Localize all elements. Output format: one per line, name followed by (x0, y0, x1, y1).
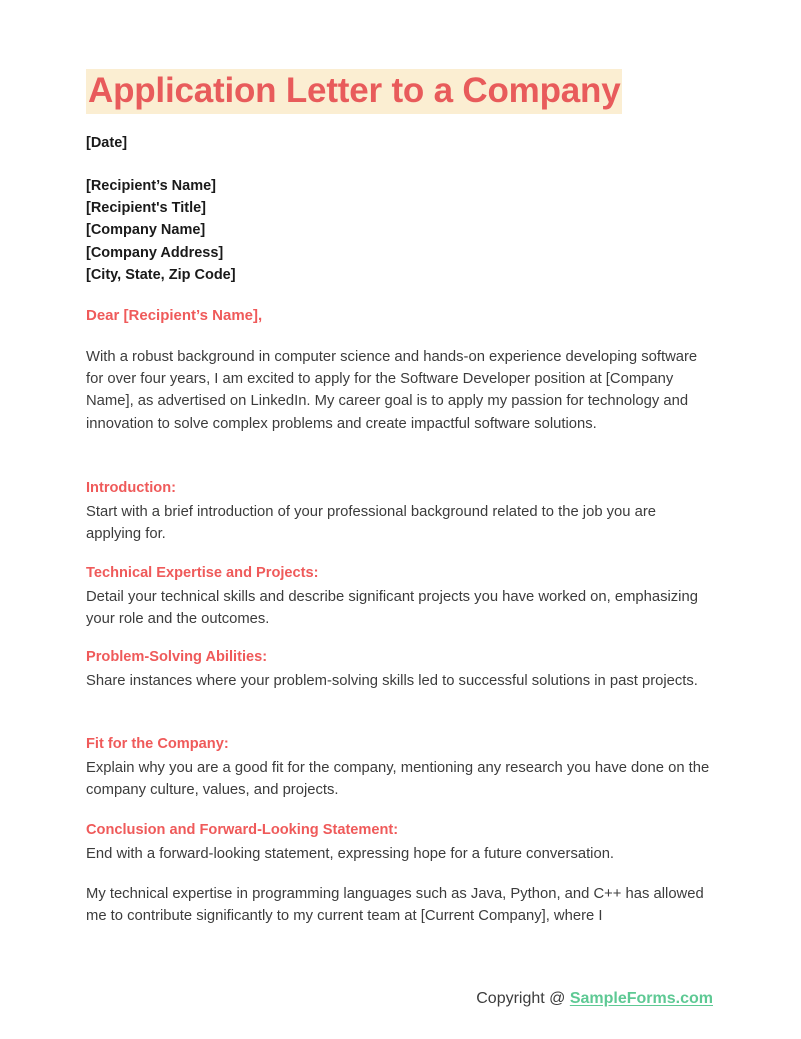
section-fit-for-the-company (86, 734, 714, 801)
section-body: Share instances where your problem-solving skills led to successful solutions in past projects. (86, 673, 698, 689)
footer-copyright (476, 988, 713, 1010)
section-heading: Technical Expertise and Projects: (86, 565, 319, 581)
closing-paragraph: My technical expertise in programming languages such as Java, Python, and C++ has allowed me to contribute significantly to my current team at [Current Company], where I (86, 886, 704, 925)
section-heading: Conclusion and Forward-Looking Statement: (86, 822, 399, 838)
section-problem-solving-abilities (86, 647, 714, 692)
section-heading: Introduction: (86, 480, 176, 496)
address-line-company-address: [Company Address] (86, 244, 224, 261)
page-title (86, 66, 726, 116)
section-heading: Fit for the Company: (86, 736, 229, 752)
section-conclusion-and-forward-looking-statement (86, 820, 714, 865)
address-line-recipient-name: [Recipient’s Name] (86, 178, 216, 194)
intro-paragraph: With a robust background in computer science and hands-on experience developing software for over four years, I am excited to apply for the Software Developer position at [Company Name], as advertised on LinkedIn. My career goal is to apply my passion for technology and innovation to solve complex problems and create impactful software solutions. (86, 349, 698, 432)
section-technical-expertise-and-projects (86, 563, 714, 630)
section-introduction (86, 478, 714, 545)
page-title-highlight: Application Letter to a Company (86, 69, 622, 114)
address-line-city-state-zip: [City, State, Zip Code] (86, 266, 236, 283)
address-line-recipient-title: [Recipient's Title] (86, 200, 207, 217)
date-line: [Date] (86, 135, 128, 151)
section-body: Explain why you are a good fit for the company, mentioning any research you have done on the company culture, values, and projects. (86, 760, 710, 799)
section-heading: Problem-Solving Abilities: (86, 649, 268, 665)
copyright-text: Copyright @ (476, 990, 570, 1007)
salutation: Dear [Recipient’s Name], (86, 307, 263, 324)
section-body: Detail your technical skills and describe significant projects you have worked on, emphasizing your role and the outcomes. (86, 589, 698, 628)
sampleforms-link[interactable]: SampleForms.com (569, 990, 713, 1007)
recipient-address-block (86, 175, 714, 286)
section-body: Start with a brief introduction of your professional background related to the job you are applying for. (86, 504, 657, 543)
section-body: End with a forward-looking statement, expressing hope for a future conversation. (86, 846, 615, 862)
address-line-company-name: [Company Name] (86, 222, 206, 239)
